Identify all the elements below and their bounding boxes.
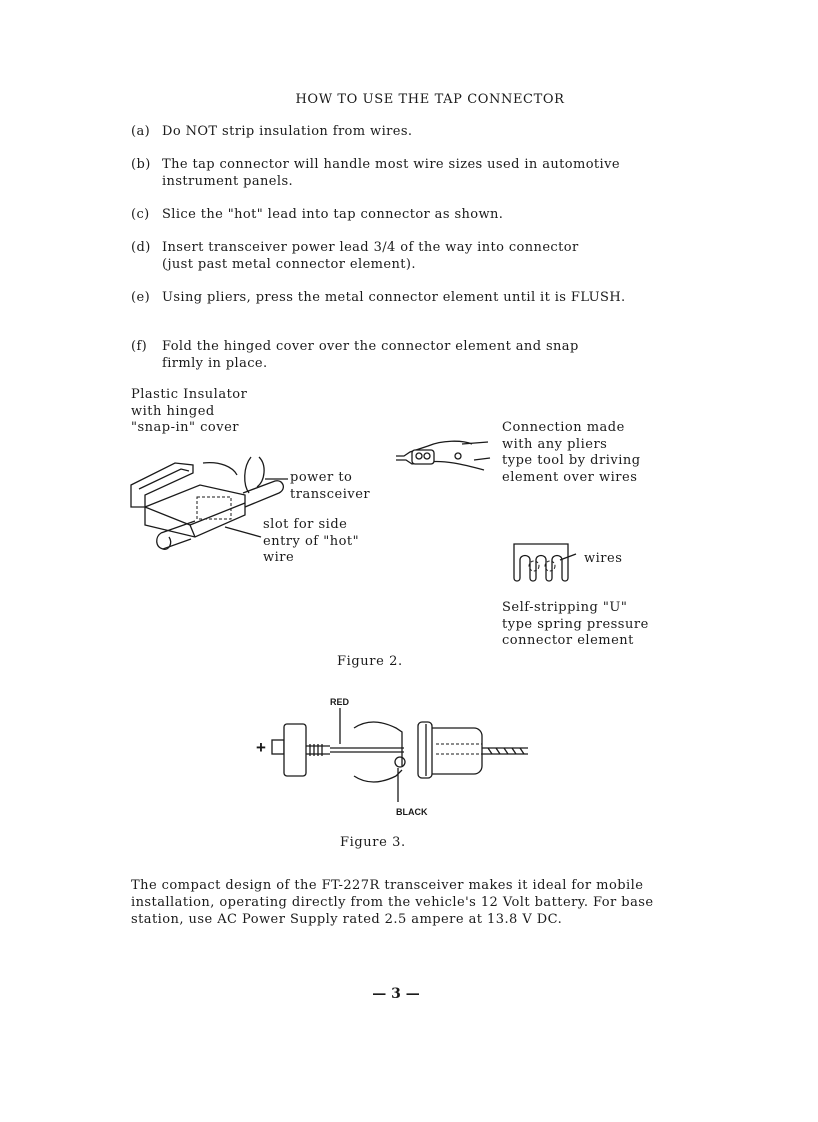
instruction-step <box>131 156 691 190</box>
pliers-drawing <box>392 430 492 470</box>
step-text: Slice the "hot" lead into tap connector as shown. <box>162 207 504 222</box>
connection-label <box>502 420 641 486</box>
step-text: Using pliers, press the metal connector element until it is FLUSH. <box>162 290 626 305</box>
step-label: (d) <box>131 240 151 255</box>
instruction-step <box>131 289 691 306</box>
slot-label-line: entry of "hot" <box>263 533 360 549</box>
power-label-line: transceiver <box>290 486 371 502</box>
insulator-label-line: with hinged <box>131 403 215 419</box>
slot-label-line: wire <box>263 550 295 565</box>
figure-2-caption: Figure 2. <box>337 654 403 669</box>
step-label: (b) <box>131 157 151 172</box>
wires-label: wires <box>584 551 623 566</box>
step-text: The tap connector will handle most wire sizes used in automotive instrument panels. <box>162 157 620 189</box>
insulator-label-line: "snap-in" cover <box>131 420 239 435</box>
u-element-drawing <box>510 538 574 584</box>
red-wire-label: RED <box>330 697 350 707</box>
element-label-line: type spring pressure <box>502 616 649 632</box>
instruction-step <box>131 239 691 273</box>
step-label: (a) <box>131 124 151 139</box>
power-label <box>290 470 370 503</box>
connection-label-line: element over wires <box>502 469 638 485</box>
step-label: (c) <box>131 207 150 222</box>
inline-fuse-drawing <box>270 706 535 806</box>
black-wire-label: BLACK <box>396 807 428 817</box>
plus-sign: + <box>256 738 266 757</box>
element-label <box>502 600 649 650</box>
instruction-step <box>131 123 691 140</box>
figure-3-caption: Figure 3. <box>340 835 406 850</box>
slot-label-line: slot for side <box>263 517 348 532</box>
step-label: (e) <box>131 290 151 305</box>
instruction-step <box>131 338 691 372</box>
connection-label-line: Connection made <box>502 420 625 435</box>
page-title: HOW TO USE THE TAP CONNECTOR <box>295 92 565 107</box>
tap-connector-drawing <box>125 455 295 555</box>
page-number: — 3 — <box>372 986 420 1002</box>
step-text: Insert transceiver power lead 3/4 of the way into connector (just past metal connector element). <box>162 240 579 272</box>
step-label: (f) <box>131 339 148 354</box>
step-text: Fold the hinged cover over the connector element and snap firmly in place. <box>162 339 579 371</box>
connection-label-line: with any pliers <box>502 436 608 452</box>
instruction-step <box>131 206 691 223</box>
insulator-label-line: Plastic Insulator <box>131 387 248 402</box>
element-label-line: connector element <box>502 633 634 648</box>
connection-label-line: type tool by driving <box>502 453 641 468</box>
element-label-line: Self-stripping "U" <box>502 600 628 615</box>
step-text: Do NOT strip insulation from wires. <box>162 124 413 139</box>
hinge-arrow <box>203 463 237 475</box>
insulator-label <box>131 387 247 437</box>
power-label-line: power to <box>290 470 353 485</box>
body-paragraph: The compact design of the FT-227R transceiver makes it ideal for mobile installation, operating directly from the vehicle's 12 Volt battery. For base station, use AC Power Supply rated 2.5 ampere at 13.8 V DC. <box>131 878 654 927</box>
